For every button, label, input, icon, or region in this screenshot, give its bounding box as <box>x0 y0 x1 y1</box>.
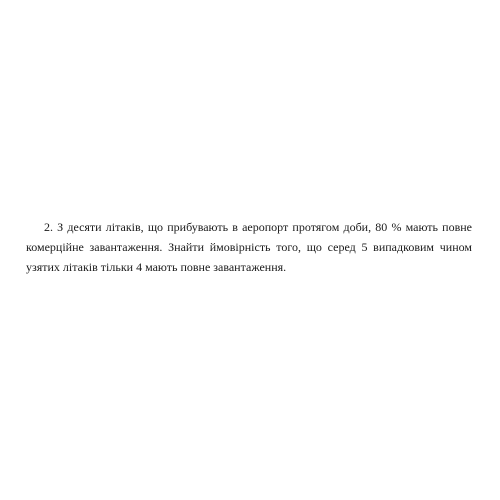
problem-line-2: комерційне завантаження. Знайти ймовірність того, що серед 5 випадковим чином <box>26 240 472 254</box>
problem-line-3: узятих літаків тільки 4 мають повне завантаження. <box>26 260 287 274</box>
problem-text <box>26 217 472 277</box>
problem-line-1: 2. З десяти літаків, що прибувають в аеропорт протягом доби, 80 % мають повне <box>44 220 472 234</box>
